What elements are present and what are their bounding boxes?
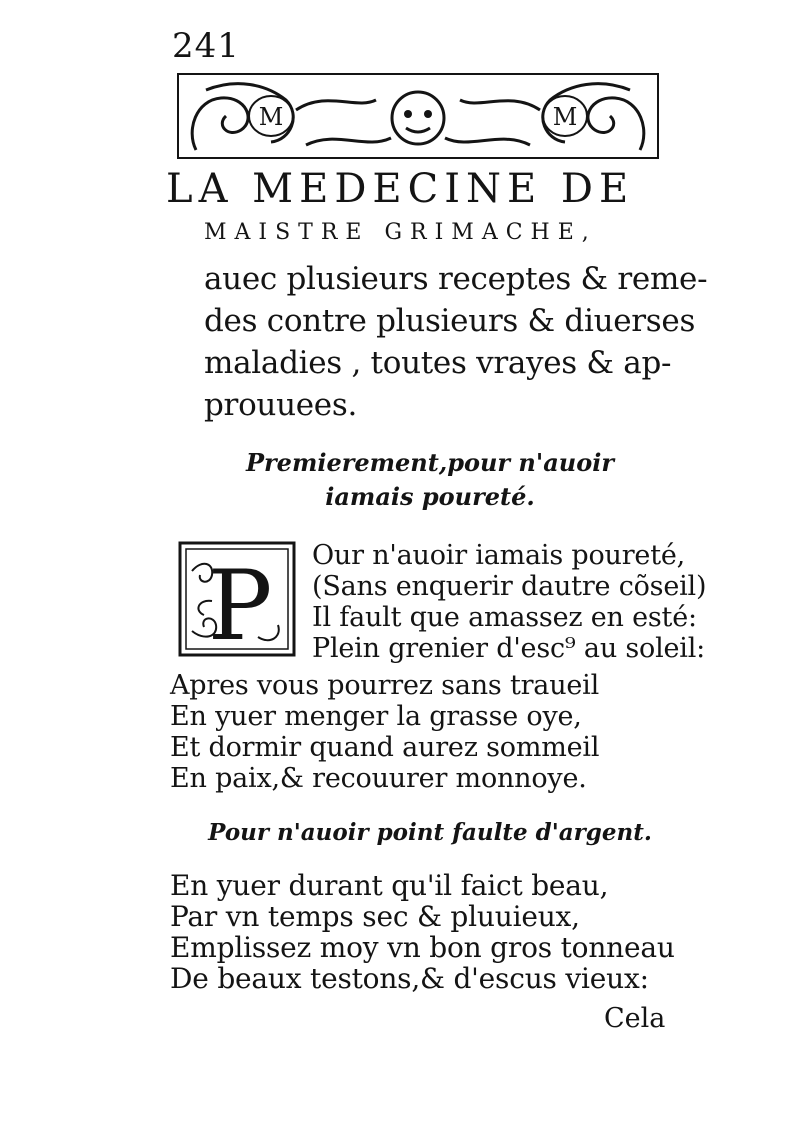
section-heading-1 bbox=[200, 446, 660, 514]
verse-line: Et dormir quand aurez sommeil bbox=[170, 732, 600, 763]
intro-line: des contre plusieurs & diuerses bbox=[204, 303, 696, 339]
page-title: LA MEDECINE DE bbox=[166, 166, 635, 212]
verse-line: En yuer durant qu'il faict beau, bbox=[170, 869, 609, 902]
heading-line: Premierement,pour n'auoir bbox=[245, 448, 614, 477]
decorated-initial bbox=[178, 541, 296, 657]
section-heading-2: Pour n'auoir point faulte d'argent. bbox=[208, 819, 652, 846]
verse-line: Apres vous pourrez sans traueil bbox=[170, 670, 600, 701]
headpiece-initial-left: M bbox=[258, 103, 284, 131]
intro-paragraph bbox=[204, 258, 708, 426]
intro-line: prouuees. bbox=[204, 387, 358, 423]
headpiece-initial-right: M bbox=[552, 103, 578, 131]
verse-line: Our n'auoir iamais poureté, bbox=[312, 540, 686, 571]
catchword: Cela bbox=[604, 1003, 666, 1034]
verse-line: De beaux testons,& d'escus vieux: bbox=[170, 962, 649, 995]
verse-line: Plein grenier d'esc⁹ au soleil: bbox=[312, 633, 706, 664]
page-subtitle: MAISTRE GRIMACHE, bbox=[204, 220, 597, 245]
verse-line: En paix,& recouurer monnoye. bbox=[170, 763, 587, 794]
stanza-1-beside-initial bbox=[312, 540, 706, 664]
stanza-1-full-width bbox=[170, 670, 599, 794]
verse-line: Il fault que amassez en esté: bbox=[312, 602, 697, 633]
verse-line: En yuer menger la grasse oye, bbox=[170, 701, 582, 732]
heading-line: iamais poureté. bbox=[325, 482, 535, 511]
intro-line: maladies , toutes vrayes & ap- bbox=[204, 345, 672, 381]
dropcap-letter: P bbox=[207, 550, 273, 657]
ornamental-headpiece bbox=[176, 70, 660, 162]
page-number: 241 bbox=[172, 26, 240, 66]
intro-line: auec plusieurs receptes & reme- bbox=[204, 261, 708, 297]
verse-line: Emplissez moy vn bon gros tonneau bbox=[170, 931, 675, 964]
verse-line: (Sans enquerir dautre cõseil) bbox=[312, 571, 707, 602]
stanza-2 bbox=[170, 870, 675, 994]
verse-line: Par vn temps sec & pluuieux, bbox=[170, 900, 580, 933]
